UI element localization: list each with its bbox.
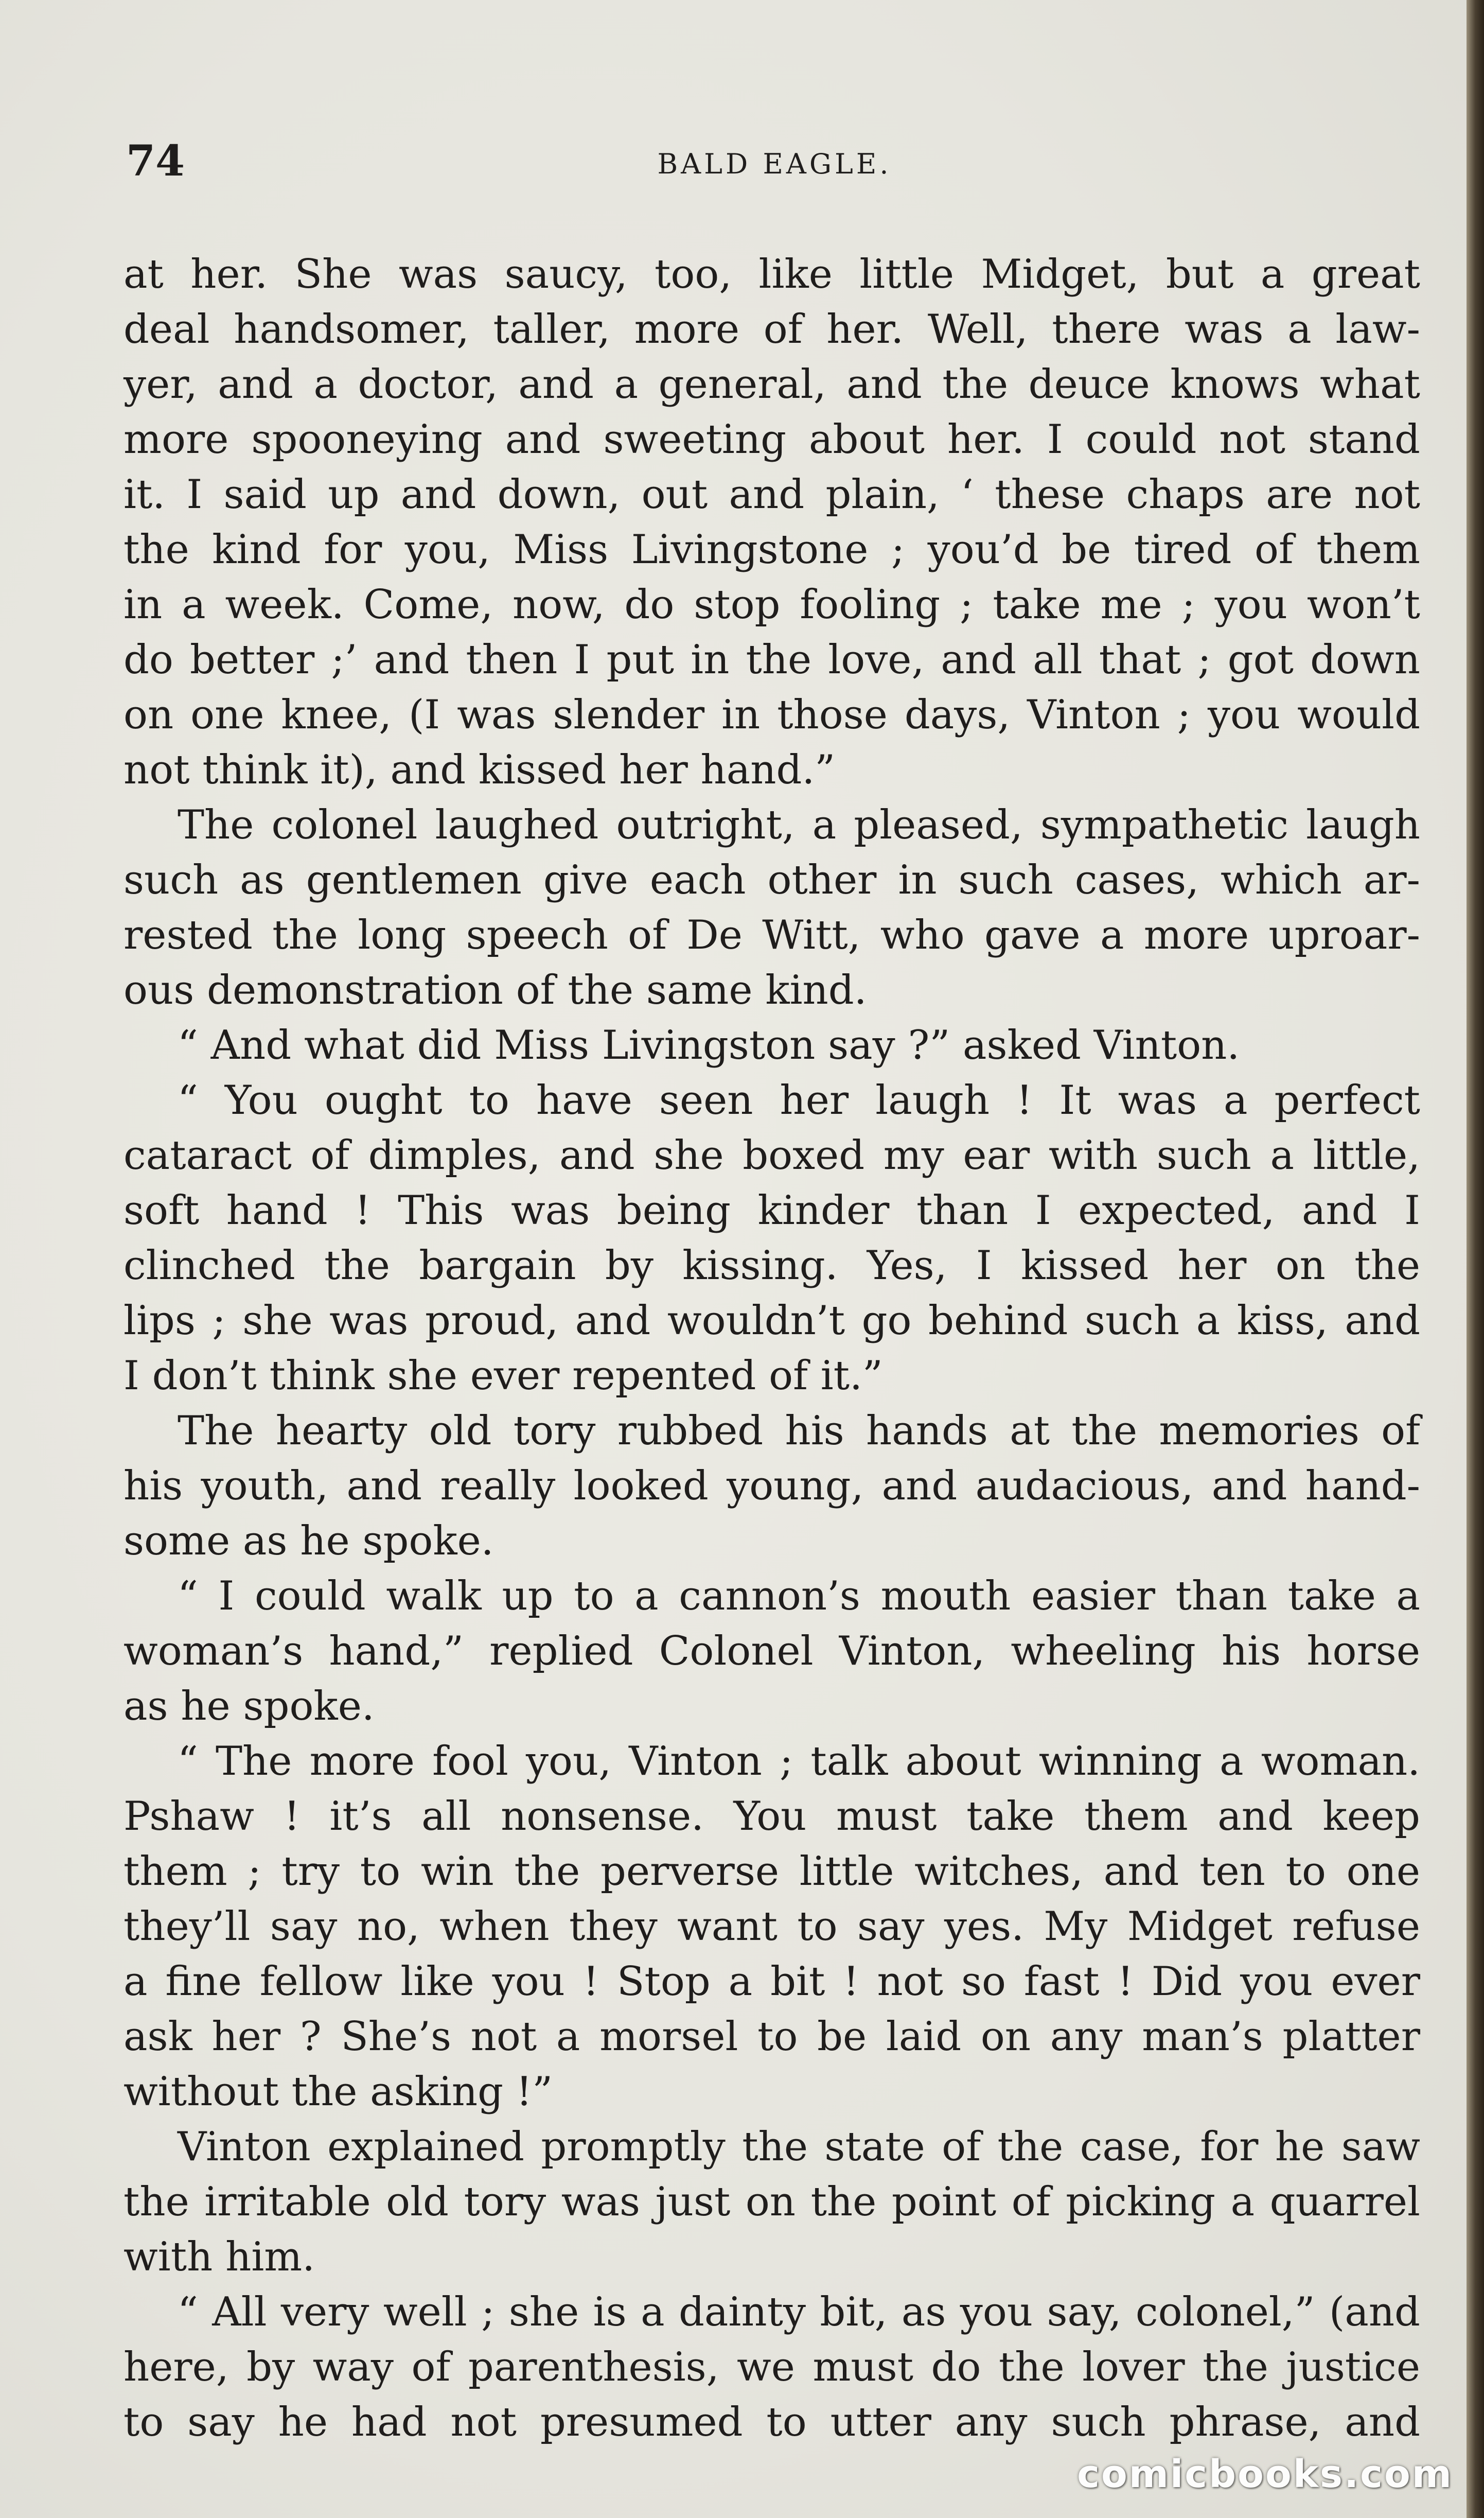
text-line: woman’s hand,” replied Colonel Vinton, wheeling his horse: [123, 1628, 1420, 1674]
text-line: here, by way of parenthesis, we must do the lover the justice: [123, 2344, 1420, 2390]
text-line: the kind for you, Miss Livingstone ; you’d be tired of them: [123, 527, 1420, 573]
text-line: lips ; she was proud, and wouldn’t go behind such a kiss, and: [123, 1298, 1420, 1344]
text-line: more spooneying and sweeting about her. I could not stand: [123, 416, 1420, 463]
text-line: a fine fellow like you ! Stop a bit ! not so fast ! Did you ever: [123, 1959, 1420, 2005]
page-header: [126, 136, 1423, 193]
text-line: deal handsomer, taller, more of her. Well, there was a law-: [123, 306, 1420, 353]
text-line: cataract of dimples, and she boxed my ear with such a little,: [123, 1132, 1420, 1179]
text-line: with him.: [123, 2234, 315, 2280]
text-line: “ You ought to have seen her laugh ! It was a perfect: [178, 1077, 1420, 1124]
text-line: “ And what did Miss Livingston say ?” asked Vinton.: [178, 1022, 1240, 1069]
text-line: I don’t think she ever repented of it.”: [123, 1353, 883, 1399]
text-line: his youth, and really looked young, and audacious, and hand-: [123, 1463, 1420, 1509]
text-line: the irritable old tory was just on the point of picking a quarrel: [123, 2179, 1420, 2225]
page-edge-shadow: [1467, 0, 1484, 2518]
text-line: clinched the bargain by kissing. Yes, I kissed her on the: [123, 1243, 1420, 1289]
text-line: Pshaw ! it’s all nonsense. You must take them and keep: [123, 1793, 1420, 1840]
page-number: 74: [126, 136, 185, 186]
text-line: as he spoke.: [123, 1683, 375, 1729]
body-text: [123, 247, 1420, 2450]
text-line: The hearty old tory rubbed his hands at the memories of: [178, 1408, 1420, 1454]
text-line: do better ;’ and then I put in the love, and all that ; got down: [123, 637, 1420, 683]
text-line: “ The more fool you, Vinton ; talk about winning a woman.: [178, 1738, 1420, 1785]
text-line: ask her ? She’s not a morsel to be laid on any man’s platter: [123, 2014, 1420, 2060]
text-line: on one knee, (I was slender in those days, Vinton ; you would: [123, 692, 1420, 738]
text-line: The colonel laughed outright, a pleased, sympathetic laugh: [178, 802, 1420, 848]
text-line: Vinton explained promptly the state of the case, for he saw: [178, 2124, 1420, 2170]
text-line: not think it), and kissed her hand.”: [123, 747, 836, 793]
text-line: rested the long speech of De Witt, who gave a more uproar-: [123, 912, 1420, 958]
text-line: they’ll say no, when they want to say yes. My Midget refuse: [123, 1903, 1420, 1950]
text-line: it. I said up and down, out and plain, ‘ these chaps are not: [123, 471, 1420, 518]
text-line: such as gentlemen give each other in such cases, which ar-: [123, 857, 1420, 903]
text-line: “ I could walk up to a cannon’s mouth easier than take a: [178, 1573, 1420, 1619]
watermark-logo: comicbooks.com: [1077, 2452, 1453, 2496]
text-line: at her. She was saucy, too, like little Midget, but a great: [123, 251, 1420, 298]
text-line: in a week. Come, now, do stop fooling ; take me ; you won’t: [123, 582, 1420, 628]
text-line: ous demonstration of the same kind.: [123, 967, 867, 1013]
text-line: to say he had not presumed to utter any such phrase, and: [123, 2399, 1420, 2445]
text-line: “ All very well ; she is a dainty bit, as you say, colonel,” (and: [178, 2289, 1420, 2335]
running-head: BALD EAGLE.: [657, 148, 892, 180]
text-line: without the asking !”: [123, 2069, 553, 2115]
text-line: them ; try to win the perverse little witches, and ten to one: [123, 1848, 1420, 1895]
text-line: some as he spoke.: [123, 1518, 494, 1564]
text-line: soft hand ! This was being kinder than I expected, and I: [123, 1187, 1420, 1234]
text-line: yer, and a doctor, and a general, and the deuce knows what: [123, 361, 1420, 408]
